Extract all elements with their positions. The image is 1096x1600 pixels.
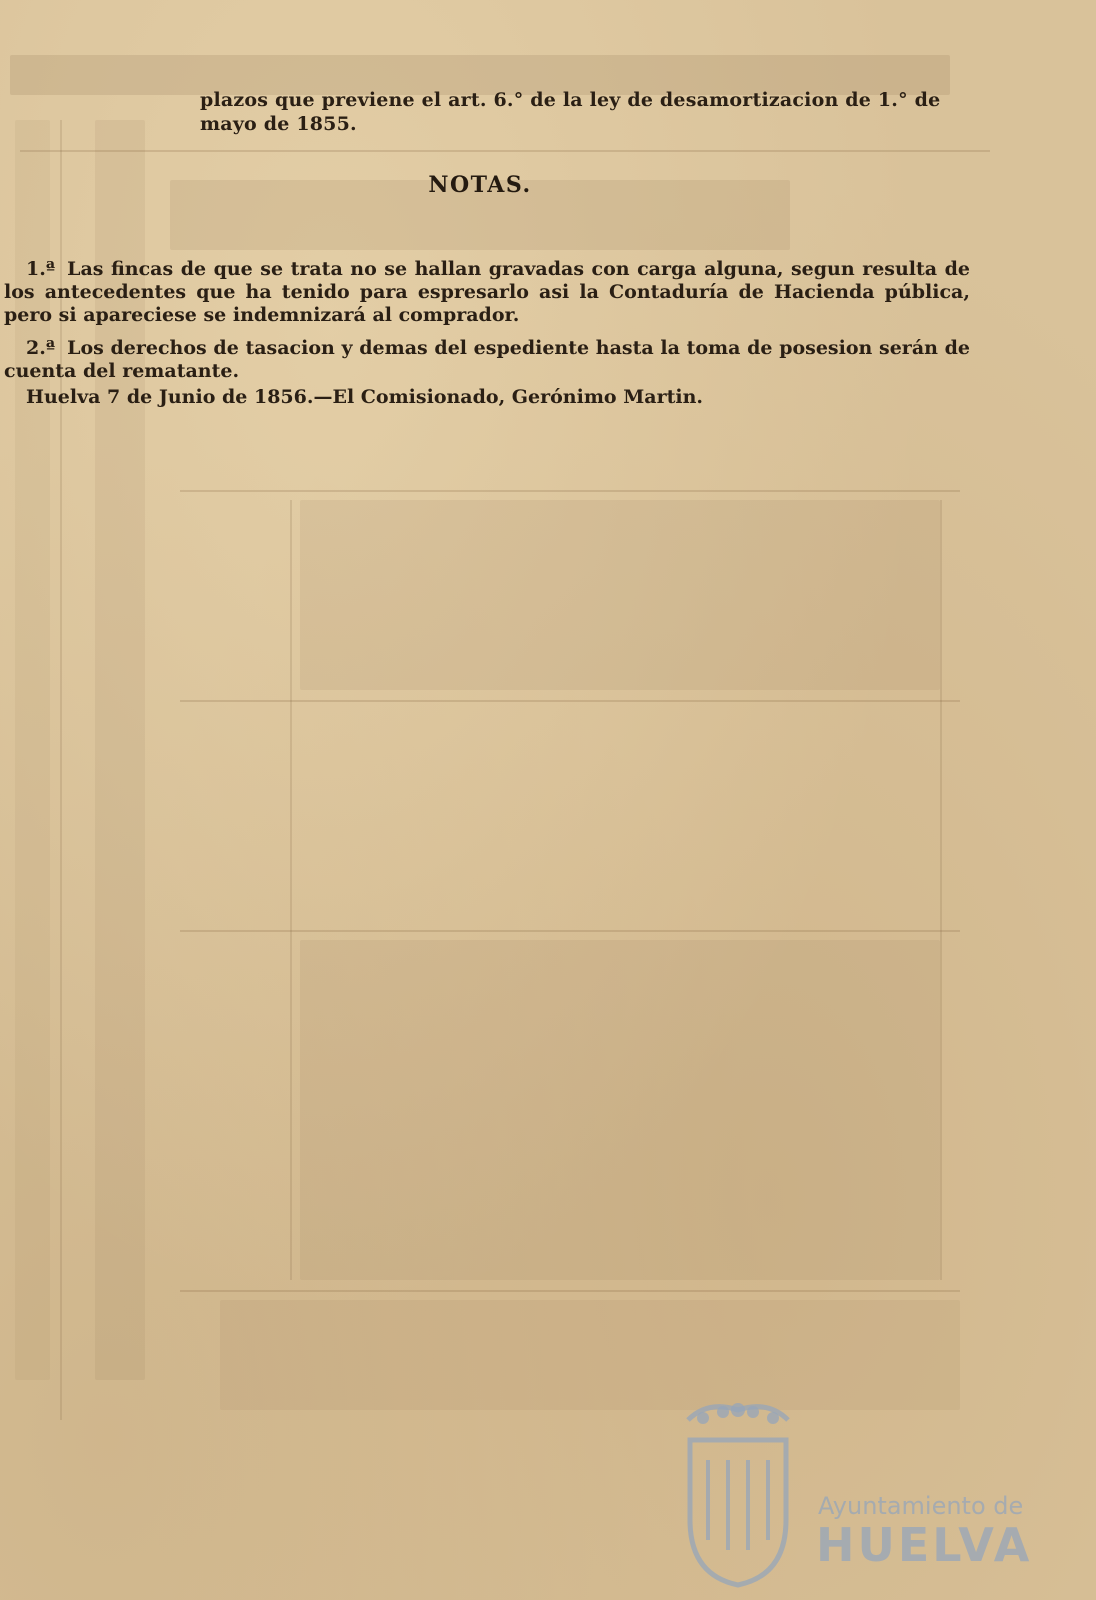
bleed-through-column-rule xyxy=(940,500,942,1280)
note-1-number: 1.ª xyxy=(26,258,56,280)
bleed-through-rule xyxy=(180,700,960,702)
watermark xyxy=(678,1400,1033,1590)
bleed-through-rule xyxy=(180,490,960,492)
notes-heading: NOTAS. xyxy=(428,172,532,198)
note-2-number: 2.ª xyxy=(26,337,56,359)
bleed-through-rule xyxy=(180,1290,960,1292)
bleed-through-table-block xyxy=(220,1300,960,1410)
bleed-through-table-block xyxy=(300,500,940,690)
bleed-through-rule xyxy=(180,930,960,932)
note-2-text: Los derechos de tasacion y demas del espediente hasta la toma de posesion serán de cuenta del rematante. xyxy=(4,337,970,382)
signoff-line: Huelva 7 de Junio de 1856.—El Comisionado, Gerónimo Martin. xyxy=(26,386,703,408)
note-1-text: Las fincas de que se trata no se hallan gravadas con carga alguna, segun resulta de los antecedentes que ha tenido para espresarlo asi la Contaduría de Hacienda pública, pero si apareciese se indemnizará al comprador. xyxy=(4,258,970,326)
note-1 xyxy=(4,258,970,327)
coat-of-arms-icon xyxy=(678,1400,798,1590)
bleed-through-column-rule xyxy=(290,500,292,1280)
bleed-through-table-block xyxy=(300,940,940,1280)
note-2 xyxy=(4,337,970,383)
intro-paragraph: plazos que previene el art. 6.° de la ley de desamortizacion de 1.° de mayo de 1855. xyxy=(200,89,941,135)
watermark-line-1: Ayuntamiento de xyxy=(818,1492,1024,1520)
bleed-through-rule xyxy=(20,150,990,152)
watermark-line-2: HUELVA xyxy=(816,1518,1033,1572)
